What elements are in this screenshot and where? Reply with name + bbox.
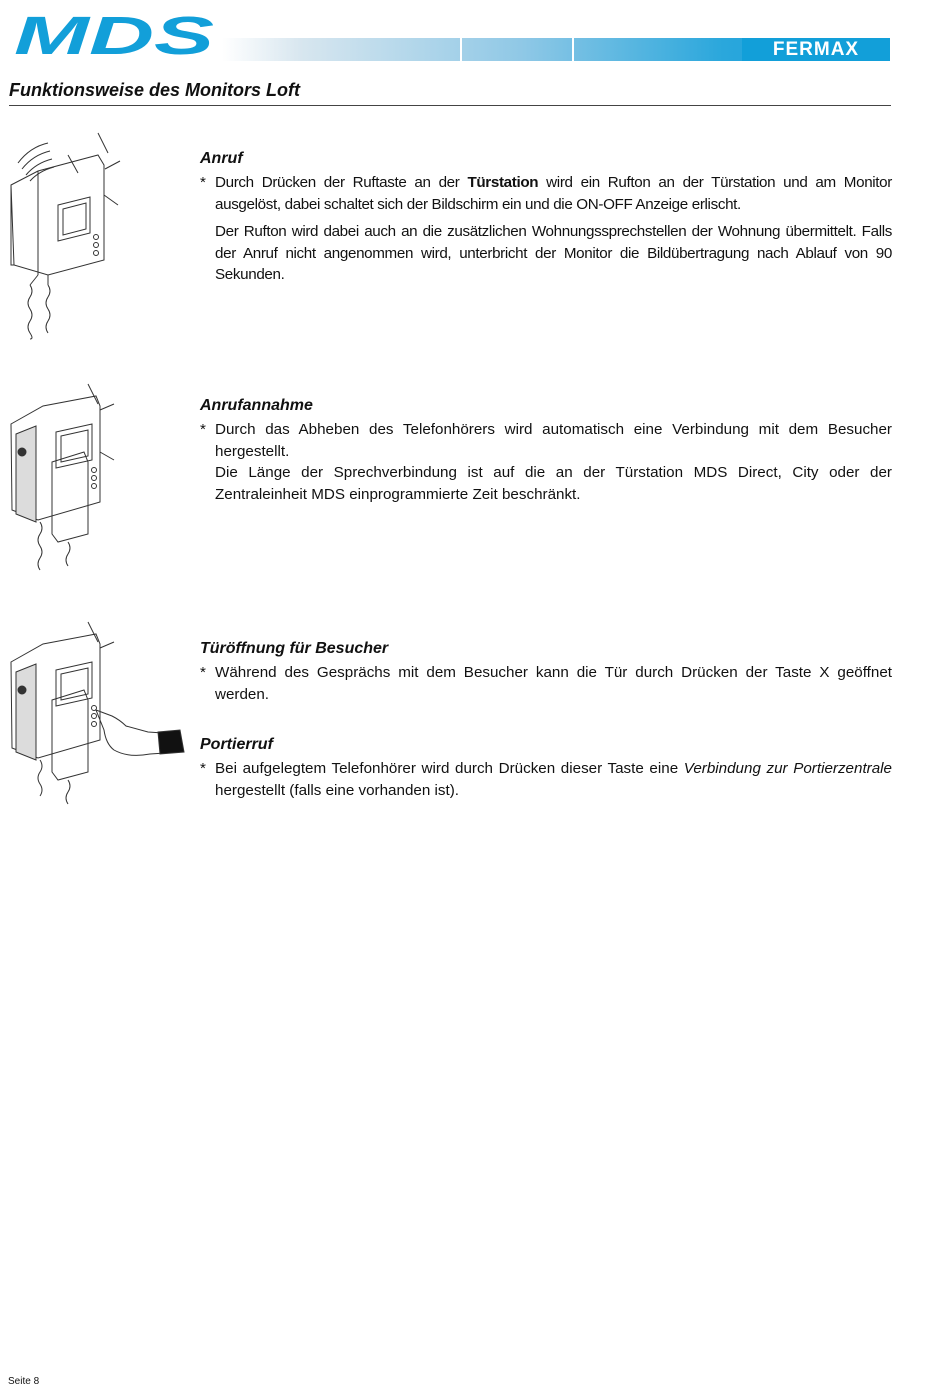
mds-logo <box>10 8 220 62</box>
page-title: Funktionsweise des Monitors Loft <box>9 80 301 100</box>
mds-logo-text: MDS <box>14 8 214 62</box>
header-divider <box>572 38 574 61</box>
bullet-marker: * <box>200 760 206 777</box>
section-continuation-anruf: Der Rufton wird dabei auch an die zusätzlichen Wohnungssprechstellen der Wohnung übermittelt. Falls der Anruf nicht angenommen wird, unterbricht der Monitor die Bildübertragung nach Ablauf von 90 Sekunden. <box>215 223 892 283</box>
monitor-ringing-illustration <box>8 125 128 345</box>
emphasis-tuerstation: Türstation <box>467 174 539 191</box>
section-title-anruf: Anruf <box>200 150 243 167</box>
door-release-illustration <box>8 620 188 810</box>
bullet-marker: * <box>200 174 206 191</box>
fermax-logo <box>742 38 890 61</box>
section-title-tueroeffnung: Türöffnung für Besucher <box>200 640 389 657</box>
section-title-portierruf: Portierruf <box>200 736 273 753</box>
section-text-anruf: * Durch Drücken der Ruftaste an der Türstation wird ein Rufton an der Türstation und am Monitor ausgelöst, dabei schaltet sich der Bildschirm ein und die ON-OFF Anzeige erlischt. <box>200 174 892 213</box>
page-number: Seite 8 <box>8 1376 40 1387</box>
section-text-portierruf: * Bei aufgelegtem Telefonhörer wird durch Drücken dieser Taste eine Verbindung zur Portierzentrale hergestellt (falls eine vorhanden ist). <box>200 760 892 799</box>
bullet-marker: * <box>200 664 206 681</box>
section-continuation-anrufannahme: Die Länge der Sprechverbindung ist auf die an der Türstation MDS Direct, City oder der Zentraleinheit MDS einprogrammierte Zeit beschränkt. <box>215 464 892 503</box>
bullet-marker: * <box>200 421 206 438</box>
page-header <box>0 0 950 70</box>
section-text-anrufannahme: * Durch das Abheben des Telefonhörers wird automatisch eine Verbindung mit dem Besucher hergestellt. <box>200 421 892 460</box>
section-title-anrufannahme: Anrufannahme <box>200 397 313 414</box>
header-divider <box>460 38 462 61</box>
handset-lifted-illustration <box>8 382 128 582</box>
section-text-tueroeffnung: * Während des Gesprächs mit dem Besucher kann die Tür durch Drücken der Taste X geöffnet werden. <box>200 664 892 703</box>
fermax-logo-text: FERMAX <box>772 39 860 60</box>
title-divider <box>9 105 891 106</box>
emphasis-portierzentrale: Verbindung zur Portierzentrale <box>683 760 892 777</box>
